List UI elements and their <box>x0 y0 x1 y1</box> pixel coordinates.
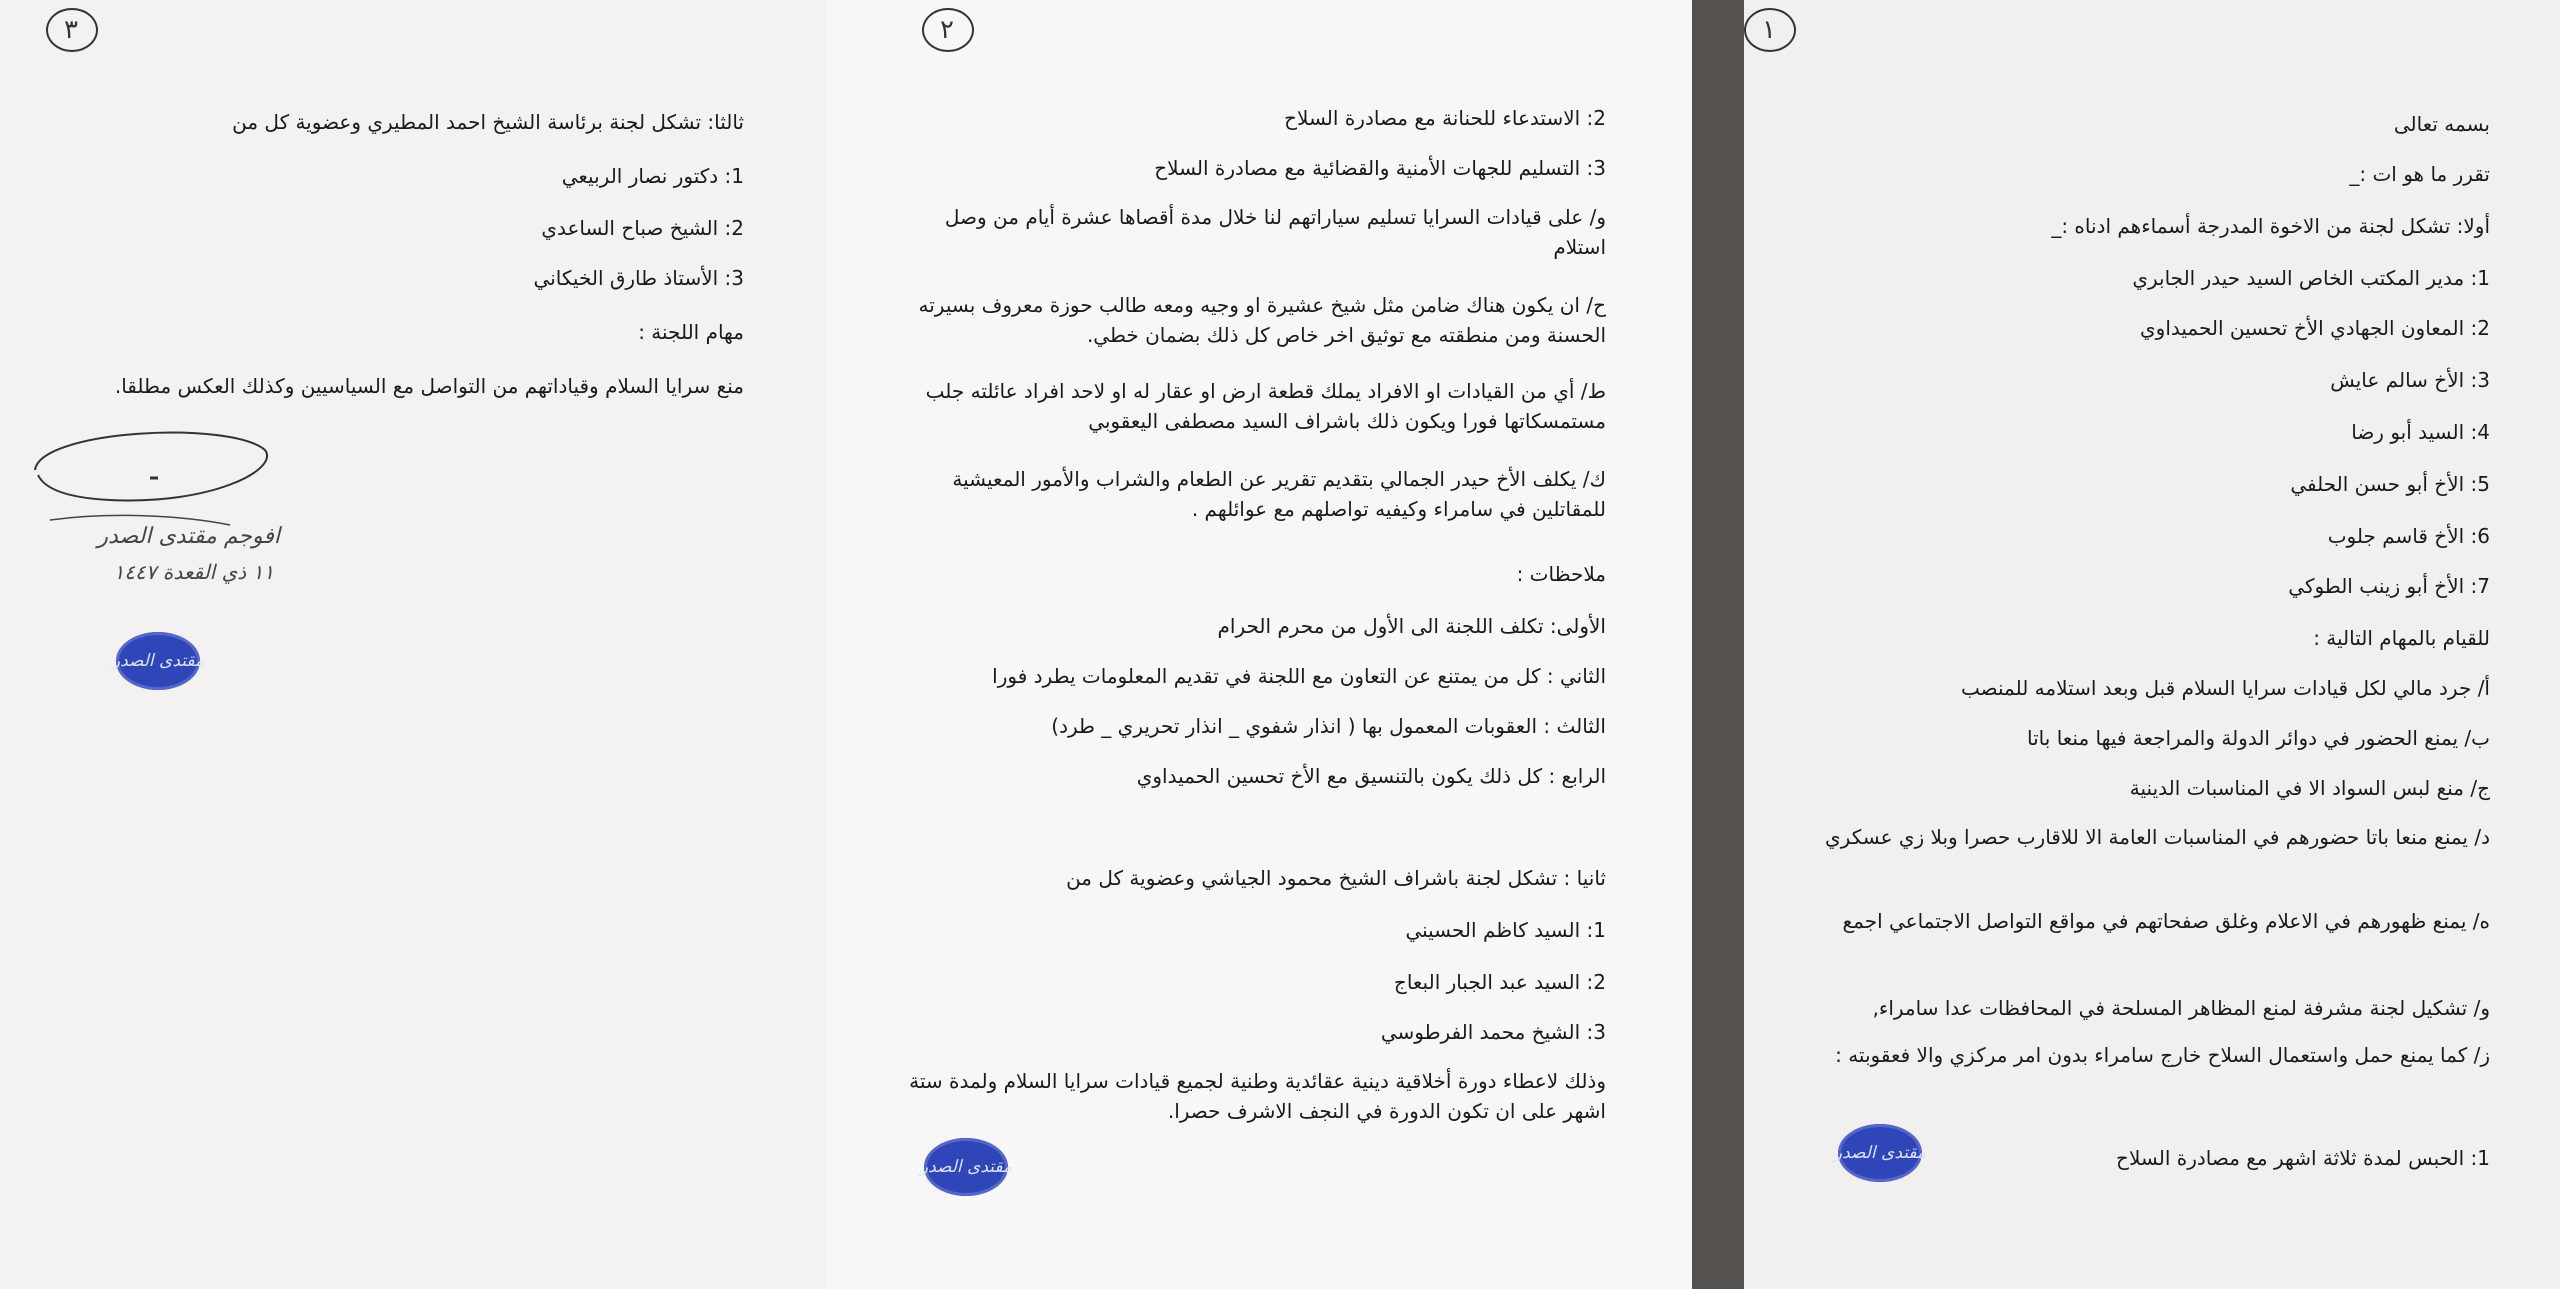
note-second: الثاني : كل من يمتنع عن التعاون مع اللجنة في تقديم المعلومات يطرد فورا <box>992 664 1606 688</box>
item-ha-guarantor: ح/ ان يكون هناك ضامن مثل شيخ عشيرة او وجيه ومعه طالب حوزة معروف بسيرته الحسنة ومن منطقته مع توثيق اخر خاص كل ذلك بضمان خطي. <box>918 293 1606 347</box>
page-number-circle <box>922 8 974 52</box>
task-zay: ز/ كما يمنع حمل واستعمال السلاح خارج سامراء بدون امر مركزي والا فعقوبته : <box>1835 1043 2490 1067</box>
page-number-circle <box>1744 8 1796 52</box>
committee-2-member-2: 2: السيد عبد الجبار البعاج <box>1393 970 1606 994</box>
committee-1-member-4: 4: السيد أبو رضا <box>2351 420 2490 444</box>
committee-3-member-2: 2: الشيخ صباح الساعدي <box>541 216 744 240</box>
decision-intro: تقرر ما هو ات :_ <box>2349 162 2490 186</box>
item-kaf-report: ك/ يكلف الأخ حيدر الجمالي بتقديم تقرير عن الطعام والشراب والأمور المعيشية للمقاتلين في سامراء وكيفيه تواصلهم مع عوائلهم . <box>952 467 1606 521</box>
document-page-1 <box>1744 0 2560 1289</box>
committee-3-member-3: 3: الأستاذ طارق الخيكاني <box>533 266 744 290</box>
penalty-1: 1: الحبس لمدة ثلاثة اشهر مع مصادرة السلاح <box>2116 1146 2490 1170</box>
note-fourth: الرابع : كل ذلك يكون بالتنسيق مع الأخ تحسين الحميداوي <box>1136 764 1606 788</box>
committee-3-task: منع سرايا السلام وقياداتهم من التواصل مع السياسيين وكذلك العكس مطلقا. <box>114 374 744 398</box>
item-waw-vehicles: و/ على قيادات السرايا تسليم سياراتهم لنا خلال مدة أقصاها عشرة أيام من وصل استلام <box>944 205 1606 259</box>
signature-date: ١١ ذي القعدة ١٤٤٧ <box>113 560 274 584</box>
document-page-3 <box>0 0 826 1289</box>
committee-1-member-3: 3: الأخ سالم عايش <box>2330 368 2490 392</box>
task-jim: ج/ منع لبس السواد الا في المناسبات الدينية <box>2129 776 2490 800</box>
official-seal: مقتدى الصدر <box>116 632 200 690</box>
committee-2-heading: ثانيا : تشكل لجنة باشراف الشيخ محمود الجياشي وعضوية كل من <box>1066 866 1606 890</box>
document-page-2 <box>826 0 1692 1289</box>
penalty-3: 3: التسليم للجهات الأمنية والقضائية مع مصادرة السلاح <box>1154 156 1606 180</box>
page-number-2: ٢ <box>922 8 972 52</box>
committee-1-member-6: 6: الأخ قاسم جلوب <box>2327 524 2490 548</box>
committee-2-member-1: 1: السيد كاظم الحسيني <box>1405 918 1606 942</box>
note-first: الأولى: تكلف اللجنة الى الأول من محرم الحرام <box>1217 614 1606 638</box>
committee-3-heading: ثالثا: تشكل لجنة برئاسة الشيخ احمد المطيري وعضوية كل من <box>232 110 744 134</box>
committee-2-member-3: 3: الشيخ محمد الفرطوسي <box>1380 1020 1606 1044</box>
task-waw: و/ تشكيل لجنة مشرفة لمنع المظاهر المسلحة في المحافظات عدا سامراء, <box>1872 996 2490 1020</box>
task-ha: ه/ يمنع ظهورهم في الاعلام وغلق صفحاتهم في مواقع التواصل الاجتماعي اجمع <box>1842 909 2490 933</box>
task-dal: د/ يمنع منعا باتا حضورهم في المناسبات العامة الا للاقارب حصرا وبلا زي عسكري <box>1825 825 2490 849</box>
signature-scribble <box>30 420 280 620</box>
committee-1-member-5: 5: الأخ أبو حسن الحلفي <box>2290 472 2490 496</box>
committee-1-member-1: 1: مدير المكتب الخاص السيد حيدر الجابري <box>2132 266 2490 290</box>
task-alif: أ/ جرد مالي لكل قيادات سرايا السلام قبل وبعد استلامه للمنصب <box>1961 676 2490 700</box>
item-ta-property: ط/ أي من القيادات او الافراد يملك قطعة ارض او عقار له او لاحد افراد عائلته جلب مستمسكاتها فورا ويكون ذلك باشراف السيد مصطفى اليعقوبي <box>925 379 1606 433</box>
committee-3-member-1: 1: دكتور نصار الربيعي <box>561 164 744 188</box>
committee-3-tasks-heading: مهام اللجنة : <box>638 320 744 344</box>
penalty-2: 2: الاستدعاء للحنانة مع مصادرة السلاح <box>1284 106 1606 130</box>
page-number-3: ٣ <box>46 8 96 52</box>
task-ba: ب/ يمنع الحضور في دوائر الدولة والمراجعة فيها منعا باتا <box>2027 726 2490 750</box>
committee-1-member-2: 2: المعاون الجهادي الأخ تحسين الحميداوي <box>2140 316 2490 340</box>
committee-1-member-7: 7: الأخ أبو زينب الطوكي <box>2288 574 2490 598</box>
notes-heading: ملاحظات : <box>1516 562 1606 586</box>
page-number-1: ١ <box>1744 8 1794 52</box>
official-seal: مقتدى الصدر <box>924 1138 1008 1196</box>
committee-2-course: وذلك لاعطاء دورة أخلاقية دينية عقائدية وطنية لجميع قيادات سرايا السلام ولمدة ستة اشهر على ان تكون الدورة في النجف الاشرف حصرا. <box>909 1069 1606 1123</box>
page-number-circle <box>46 8 98 52</box>
signature-name: افوجم مقتدى الصدر <box>97 524 280 549</box>
page-gap-right <box>1692 0 1744 1289</box>
committee-1-heading: أولا: تشكل لجنة من الاخوة المدرجة أسماءهم ادناه :_ <box>2051 214 2490 238</box>
handwritten-signature <box>30 420 280 620</box>
basmala-heading: بسمه تعالى <box>2393 112 2490 136</box>
note-third: الثالث : العقوبات المعمول بها ( انذار شفوي _ انذار تحريري _ طرد) <box>1051 714 1606 738</box>
tasks-heading: للقيام بالمهام التالية : <box>2313 626 2490 650</box>
official-seal: مقتدى الصدر <box>1838 1124 1922 1182</box>
